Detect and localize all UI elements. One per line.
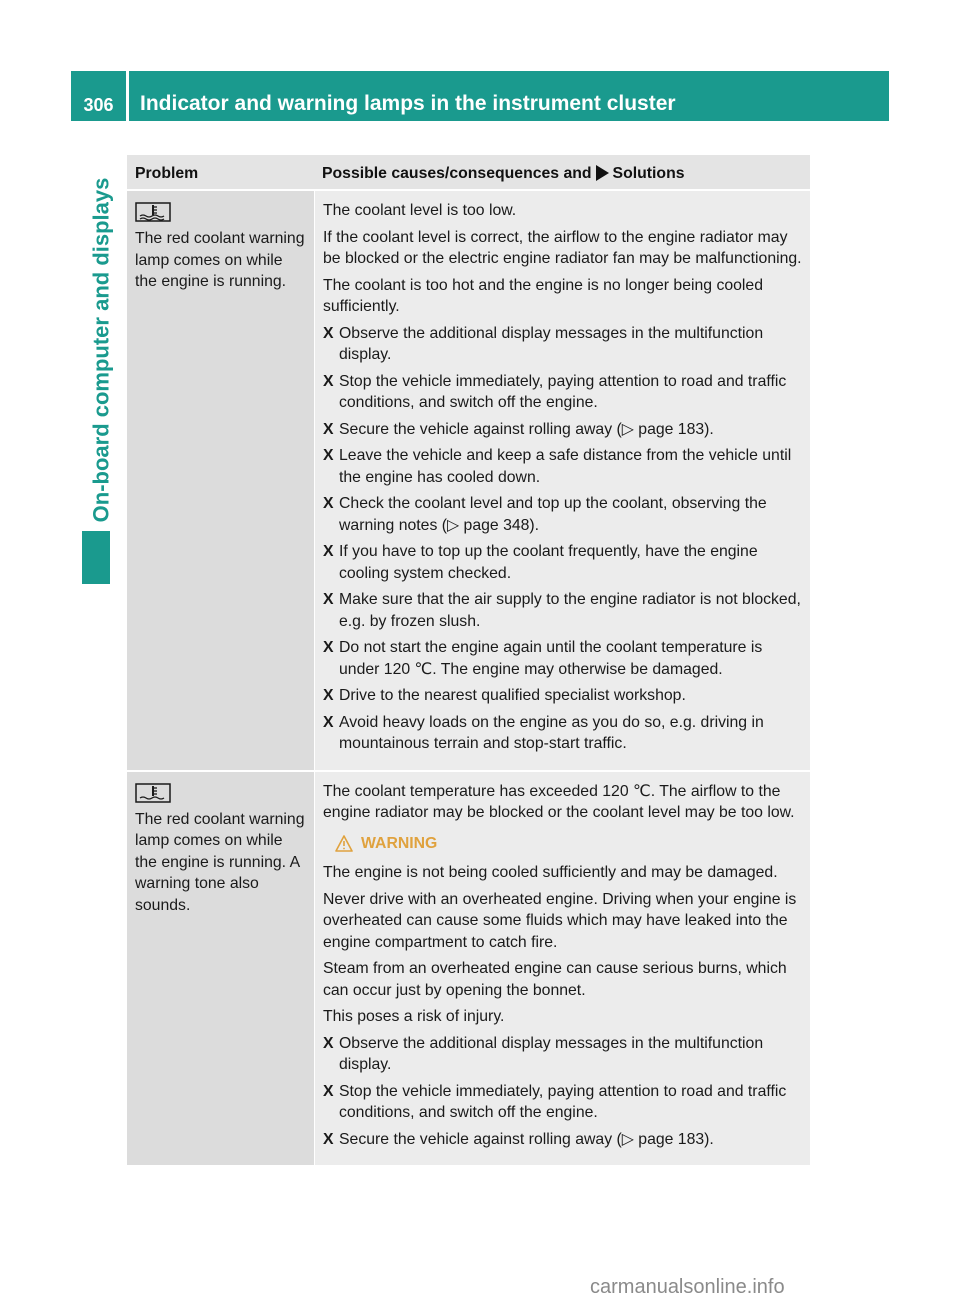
step-marker: X — [323, 543, 334, 560]
warning-text: The engine is not being cooled sufficiently and may be damaged. — [323, 864, 778, 881]
warning-heading — [335, 833, 804, 855]
section-tab-marker — [82, 531, 110, 584]
watermark: carmanualsonline.info — [590, 1276, 785, 1298]
solution-step: X Stop the vehicle immediately, paying attention to road and traffic conditions, and switch off the engine. — [323, 1081, 804, 1124]
coolant-temperature-icon — [135, 783, 171, 803]
solution-step: X Stop the vehicle immediately, paying attention to road and traffic conditions, and switch off the engine. — [323, 371, 804, 414]
solution-step: X Check the coolant level and top up the coolant, observing the warning notes (▷ page 348). — [323, 493, 804, 536]
step-marker: X — [323, 687, 334, 704]
step-marker: X — [323, 1082, 334, 1100]
step-marker: X — [323, 324, 334, 342]
warning-label: WARNING — [361, 834, 438, 852]
column-header-solutions-a: Possible causes/consequences and — [322, 165, 592, 182]
coolant-level-temperature-icon — [135, 202, 171, 222]
warning-triangle-icon — [335, 835, 353, 852]
step-marker: X — [323, 372, 334, 390]
warning-text: This poses a risk of injury. — [323, 1008, 505, 1025]
cause-text: The coolant is too hot and the engine is no longer being cooled sufficiently. — [323, 276, 763, 315]
table-row — [127, 770, 810, 1166]
solution-step: X Observe the additional display messages in the multifunction display. — [323, 1033, 804, 1076]
header-divider — [126, 71, 129, 121]
column-header-solutions-b: Solutions — [612, 165, 685, 182]
solution-cell — [315, 772, 810, 1166]
step-marker: X — [323, 639, 334, 656]
cause-text: If the coolant level is correct, the airflow to the engine radiator may be blocked or the electric engine radiator fan may be malfunctioning. — [323, 228, 802, 267]
section-side-label — [86, 170, 116, 530]
step-marker: X — [323, 420, 334, 438]
step-marker: X — [323, 1034, 334, 1052]
cause-text: The coolant level is too low. — [323, 202, 517, 219]
step-marker: X — [323, 591, 334, 608]
solution-step: X Secure the vehicle against rolling away (▷ page 183). — [323, 1129, 804, 1151]
page-number: 306 — [83, 95, 114, 115]
step-marker: X — [323, 713, 334, 731]
cause-text: The coolant temperature has exceeded 120 ℃. The airflow to the engine radiator may be blocked or the coolant level may be too low. — [323, 782, 795, 821]
solution-step: X Drive to the nearest qualified specialist workshop. — [323, 685, 804, 707]
header-bar — [71, 71, 889, 121]
problem-solution-table — [127, 155, 810, 1165]
problem-cell — [127, 772, 314, 1166]
problem-cell — [127, 191, 314, 770]
table-header — [127, 155, 810, 189]
warning-text: Never drive with an overheated engine. Driving when your engine is overheated can cause some fluids which may have leaked into the engine compartment to catch fire. — [323, 890, 797, 951]
solution-step: X Leave the vehicle and keep a safe distance from the vehicle until the engine has cooled down. — [323, 445, 804, 488]
page-title: Indicator and warning lamps in the instrument cluster — [140, 92, 676, 115]
problem-text: The red coolant warning lamp comes on while the engine is running. A warning tone also sounds. — [135, 810, 305, 914]
table-row — [127, 189, 810, 770]
solution-step: X Secure the vehicle against rolling away (▷ page 183). — [323, 419, 804, 441]
column-header-problem: Problem — [135, 165, 199, 182]
column-header-solutions — [314, 155, 810, 189]
problem-text: The red coolant warning lamp comes on while the engine is running. — [135, 230, 305, 290]
step-marker: X — [323, 495, 334, 512]
solution-step: X If you have to top up the coolant frequently, have the engine cooling system checked. — [323, 541, 804, 584]
solution-step: X Do not start the engine again until the coolant temperature is under 120 ℃. The engine may otherwise be damaged. — [323, 637, 804, 680]
step-marker: X — [323, 1130, 334, 1148]
solution-step: X Observe the additional display messages in the multifunction display. — [323, 323, 804, 366]
solution-cell — [315, 191, 810, 770]
step-marker: X — [323, 447, 334, 464]
warning-text: Steam from an overheated engine can cause serious burns, which can occur just by opening the bonnet. — [323, 960, 787, 999]
play-arrow-icon — [596, 165, 609, 181]
solution-step: X Avoid heavy loads on the engine as you do so, e.g. driving in mountainous terrain and stop-start traffic. — [323, 712, 804, 755]
solution-step: X Make sure that the air supply to the engine radiator is not blocked, e.g. by frozen slush. — [323, 589, 804, 632]
section-side-label-text: On-board computer and displays — [88, 177, 113, 523]
